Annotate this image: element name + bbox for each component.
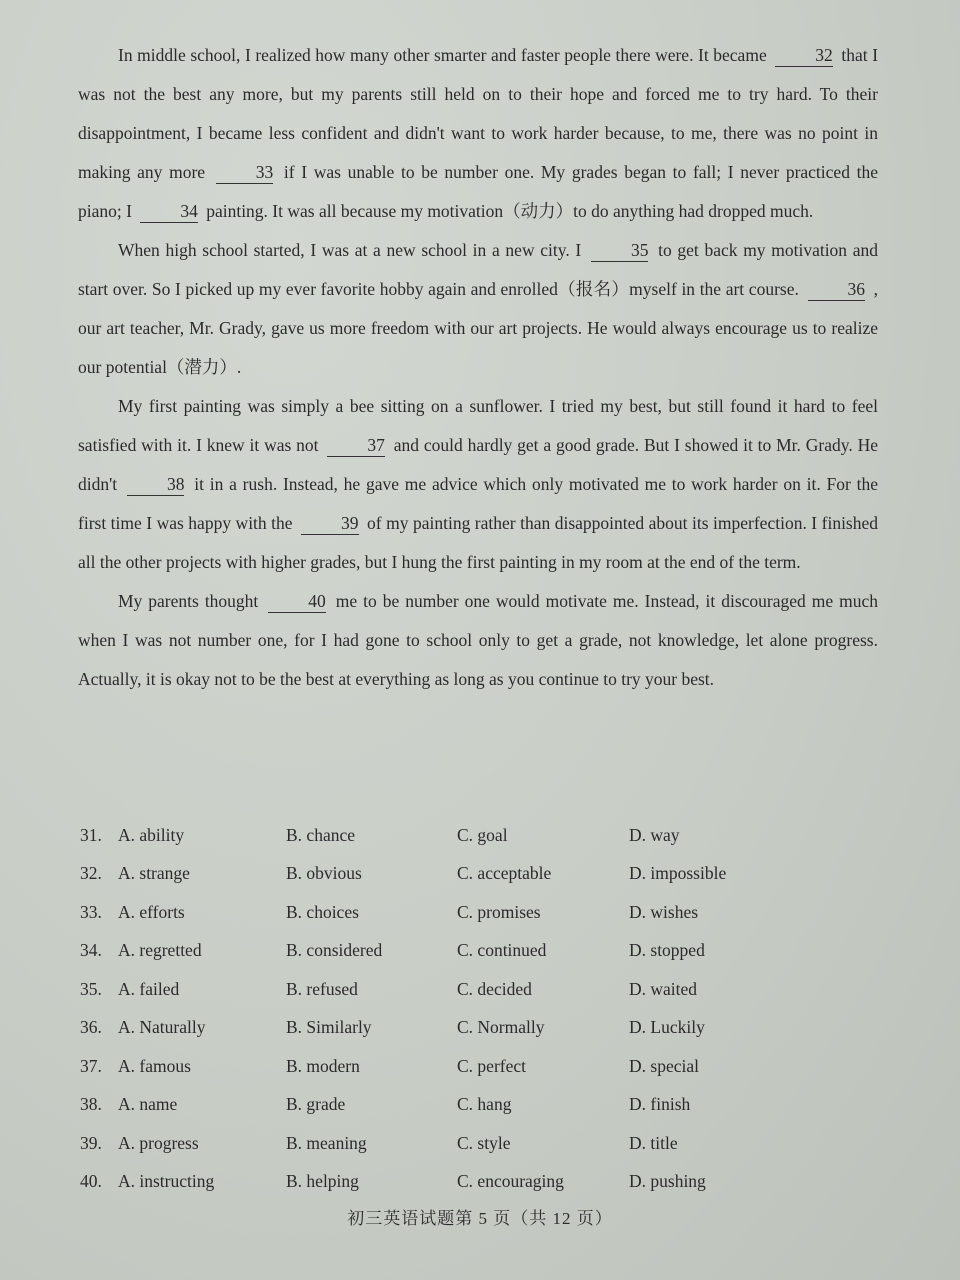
option-a: A. progress <box>118 1132 199 1153</box>
option-d: D. finish <box>629 1094 691 1115</box>
option-a: A. strange <box>118 863 190 884</box>
option-row-39 <box>80 1124 870 1163</box>
blank-35: 35 <box>591 239 649 262</box>
option-d: D. Luckily <box>629 1017 705 1038</box>
blank-34: 34 <box>140 200 198 223</box>
option-d: D. title <box>629 1132 678 1153</box>
text: to get back my motivation and start over. So I picked up my ever favorite hobby again and enrolled（报名）myself in the art course. <box>78 240 879 299</box>
text: if I was unable to be number one. My grades began to fall; I never practiced the piano; I <box>78 162 878 221</box>
option-d: D. pushing <box>629 1171 706 1192</box>
paragraph-1 <box>78 36 878 231</box>
text: My first painting was simply a bee sitting on a sunflower. I tried my best, but still found it hard to feel satisfied with it. I knew it was not <box>78 396 878 455</box>
option-row-38 <box>80 1086 870 1125</box>
option-a: A. efforts <box>118 901 185 922</box>
question-number: 31. <box>80 824 102 845</box>
option-d: D. impossible <box>629 863 727 884</box>
text: it in a rush. Instead, he gave me advice which only motivated me to work harder on it. For the first time I was happy with the <box>78 474 879 533</box>
blank-32: 32 <box>775 44 833 67</box>
passage <box>78 36 878 699</box>
option-row-36 <box>80 1009 870 1048</box>
option-row-34 <box>80 932 870 971</box>
option-c: C. continued <box>457 940 547 961</box>
option-b: B. obvious <box>286 863 362 884</box>
text: When high school started, I was at a new school in a new city. I <box>118 240 582 260</box>
option-row-31 <box>80 816 870 855</box>
option-b: B. considered <box>286 940 383 961</box>
text: and could hardly get a good grade. But I showed it to Mr. Grady. He didn't <box>78 435 879 494</box>
option-a: A. Naturally <box>118 1017 206 1038</box>
option-b: B. meaning <box>286 1132 367 1153</box>
option-c: C. hang <box>457 1094 512 1115</box>
question-number: 38. <box>80 1094 102 1115</box>
answer-options <box>80 816 870 1201</box>
option-c: C. style <box>457 1132 511 1153</box>
option-d: D. special <box>629 1055 699 1076</box>
option-row-32 <box>80 855 870 894</box>
option-b: B. chance <box>286 824 355 845</box>
option-d: D. stopped <box>629 940 705 961</box>
option-row-37 <box>80 1047 870 1086</box>
text: of my painting rather than disappointed about its imperfection. I finished all the other projects with higher grades, but I hung the first painting in my room at the end of the term. <box>78 513 879 572</box>
question-number: 33. <box>80 901 102 922</box>
option-a: A. instructing <box>118 1171 215 1192</box>
option-row-35 <box>80 970 870 1009</box>
text: me to be number one would motivate me. Instead, it discouraged me much when I was not number one, for I had gone to school only to get a grade, not knowledge, let alone progress. Actually, it is okay not to be the best at everything as long as you continue to try your best. <box>78 591 878 689</box>
question-number: 37. <box>80 1055 102 1076</box>
blank-38: 38 <box>127 473 185 496</box>
option-row-40 <box>80 1163 870 1202</box>
option-b: B. choices <box>286 901 359 922</box>
option-a: A. famous <box>118 1055 191 1076</box>
option-a: A. ability <box>118 824 185 845</box>
question-number: 35. <box>80 978 102 999</box>
question-number: 39. <box>80 1132 102 1153</box>
option-c: C. Normally <box>457 1017 545 1038</box>
option-c: C. perfect <box>457 1055 526 1076</box>
option-b: B. refused <box>286 978 358 999</box>
option-b: B. Similarly <box>286 1017 372 1038</box>
question-number: 34. <box>80 940 102 961</box>
blank-33: 33 <box>216 161 274 184</box>
option-a: A. regretted <box>118 940 202 961</box>
question-number: 32. <box>80 863 102 884</box>
option-a: A. failed <box>118 978 180 999</box>
blank-39: 39 <box>301 512 359 535</box>
option-c: C. decided <box>457 978 532 999</box>
text: painting. It was all because my motivation（动力）to do anything had dropped much. <box>206 201 814 221</box>
paragraph-4 <box>78 582 878 699</box>
page-footer: 初三英语试题第 5 页（共 12 页） <box>347 1209 613 1228</box>
option-d: D. wishes <box>629 901 699 922</box>
option-b: B. modern <box>286 1055 360 1076</box>
option-d: D. way <box>629 824 680 845</box>
text: My parents thought <box>118 591 259 611</box>
option-c: C. acceptable <box>457 863 552 884</box>
blank-40: 40 <box>268 590 326 613</box>
question-number: 36. <box>80 1017 102 1038</box>
option-c: C. encouraging <box>457 1171 564 1192</box>
text: that I was not the best any more, but my parents still held on to their hope and forced me to try hard. To their disappointment, I became less confident and didn't want to work harder because, to me, there was no point in making any more <box>78 45 879 182</box>
option-row-33 <box>80 893 870 932</box>
option-b: B. helping <box>286 1171 359 1192</box>
text: , our art teacher, Mr. Grady, gave us more freedom with our art projects. He would always encourage us to realize our potential（潜力）. <box>78 279 879 377</box>
question-number: 40. <box>80 1171 102 1192</box>
option-c: C. goal <box>457 824 508 845</box>
option-c: C. promises <box>457 901 541 922</box>
paragraph-3 <box>78 387 878 582</box>
option-d: D. waited <box>629 978 698 999</box>
blank-36: 36 <box>808 278 866 301</box>
text: In middle school, I realized how many other smarter and faster people there were. It became <box>118 45 767 65</box>
option-a: A. name <box>118 1094 178 1115</box>
option-b: B. grade <box>286 1094 346 1115</box>
blank-37: 37 <box>327 434 385 457</box>
paragraph-2 <box>78 231 878 387</box>
